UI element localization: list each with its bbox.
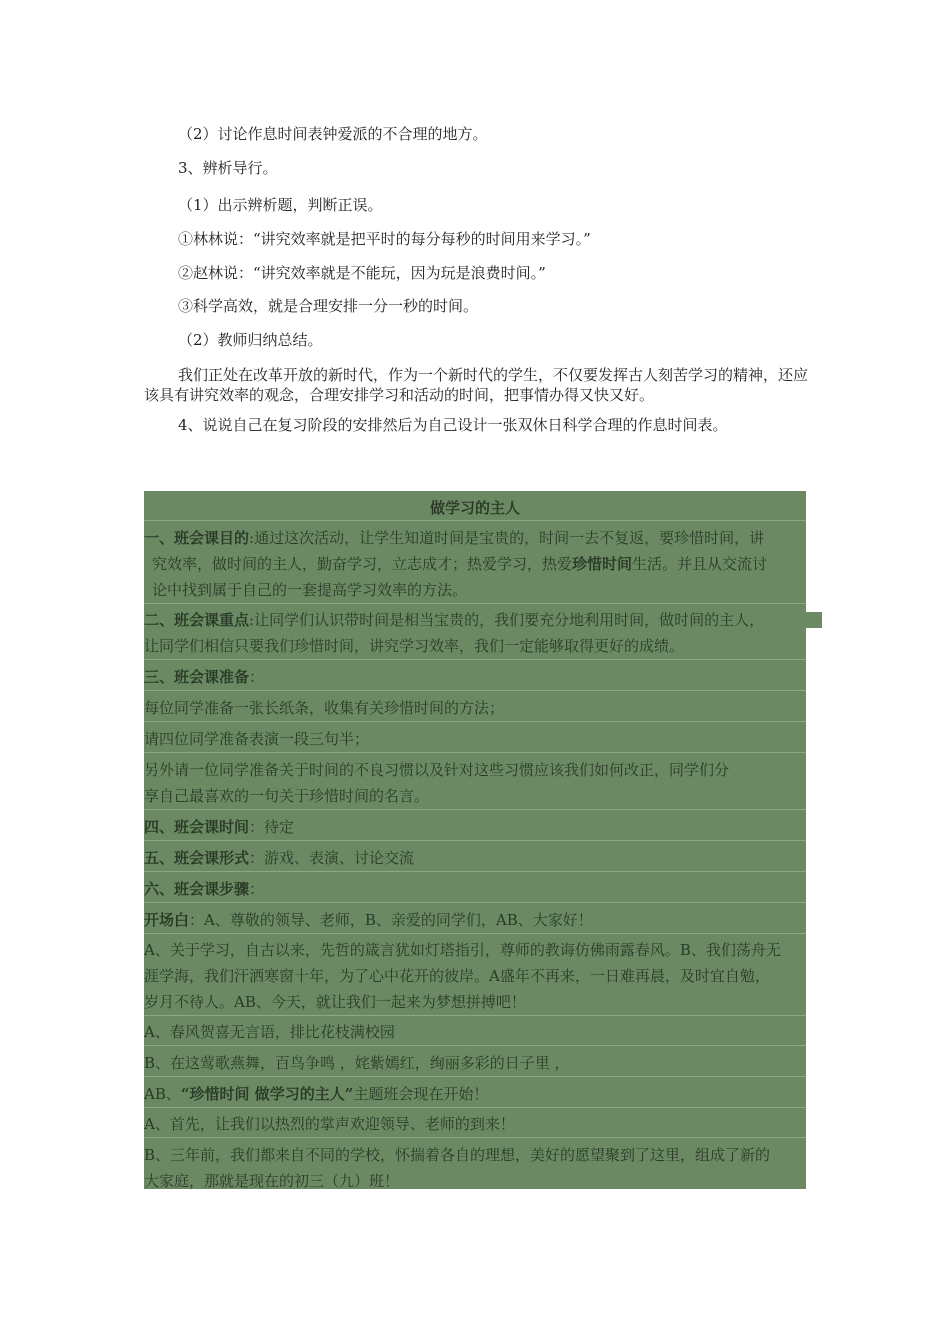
text-line: （2）讨论作息时间表钟爱派的不合理的地方。 xyxy=(178,125,488,143)
divider xyxy=(144,1107,806,1108)
section-text: 让同学们相信只要我们珍惜时间，讲究学习效率，我们一定能够取得更好的成绩。 xyxy=(144,637,685,655)
opening-line xyxy=(144,907,593,933)
text-line: （2）教师归纳总结。 xyxy=(178,331,323,349)
divider xyxy=(144,752,806,753)
divider xyxy=(144,520,806,521)
bold-phrase: 珍惜时间 xyxy=(572,555,633,573)
divider xyxy=(144,1045,806,1046)
speaker: AB、 xyxy=(144,1085,181,1103)
divider xyxy=(144,1015,806,1016)
divider xyxy=(144,840,806,841)
section-prep xyxy=(144,664,264,690)
section-heading: 四、班会课时间 xyxy=(144,818,250,836)
prep-item: 每位同学准备一张长纸条，收集有关珍惜时间的方法； xyxy=(144,699,505,717)
section-text: ：待定 xyxy=(249,818,295,836)
section-text: 论中找到属于自己的一套提高学习效率的方法。 xyxy=(152,581,468,599)
section-heading: 三、班会课准备 xyxy=(144,668,250,686)
colon: ： xyxy=(249,668,265,686)
section-focus xyxy=(144,607,764,633)
panel-title: 做学习的主人 xyxy=(429,499,520,517)
section-text: ：游戏、表演、讨论交流 xyxy=(249,849,415,867)
script-line: B、在这莺歌燕舞，百鸟争鸣 ，姹紫嫣红，绚丽多彩的日子里 ， xyxy=(144,1054,570,1072)
divider xyxy=(144,603,806,604)
script-line: A、春风贺喜无言语，排比花枝满校园 xyxy=(144,1023,395,1041)
divider xyxy=(144,871,806,872)
section-purpose-line xyxy=(152,551,767,577)
opening-heading: 开场白 xyxy=(144,911,190,929)
script-line xyxy=(144,1081,488,1107)
text-line: 3、辨析导行。 xyxy=(178,159,278,177)
section-text: :通过这次活动，让学生知道时间是宝贵的，时间一去不复返，要珍惜时间，讲 xyxy=(249,529,765,547)
script-line: 涯学海，我们汗洒寒窗十年，为了心中花开的彼岸。A盛年不再来，一日难再晨，及时宜自勉， xyxy=(144,967,770,985)
section-format xyxy=(144,845,414,871)
script-text: 主题班会现在开始！ xyxy=(353,1085,489,1103)
section-steps xyxy=(144,876,264,902)
divider xyxy=(144,721,806,722)
theme-title: “珍惜时间 做学习的主人” xyxy=(180,1085,354,1103)
section-time xyxy=(144,814,294,840)
divider xyxy=(144,1076,806,1077)
summary-paragraph: 我们正处在改革开放的新时代，作为一个新时代的学生，不仅要发挥古人刻苦学习的精神，还应该具有讲究效率的观念，合理安排学习和活动的时间，把事情办得又快又好。 xyxy=(144,366,809,404)
text-line: ③科学高效，就是合理安排一分一秒的时间。 xyxy=(178,297,479,315)
section-heading: 六、班会课步骤 xyxy=(144,880,250,898)
text-line: ①林林说：“讲究效率就是把平时的每分每秒的时间用来学习。” xyxy=(178,230,591,248)
divider xyxy=(144,933,806,934)
section-text: 生活。并且从交流讨 xyxy=(632,555,768,573)
opening-text: ：A、尊敬的领导、老师，B、亲爱的同学们，AB、大家好！ xyxy=(189,911,593,929)
prep-item: 另外请一位同学准备关于时间的不良习惯以及针对这些习惯应该我们如何改正，同学们分 xyxy=(144,761,730,779)
divider xyxy=(144,690,806,691)
section-heading: 五、班会课形式 xyxy=(144,849,250,867)
script-line: 大家庭，那就是现在的初三（九）班！ xyxy=(144,1172,400,1190)
divider xyxy=(144,1137,806,1138)
section-heading: 二、班会课重点 xyxy=(144,611,250,629)
divider xyxy=(144,659,806,660)
text-line: （1）出示辨析题，判断正误。 xyxy=(178,196,383,214)
divider xyxy=(144,809,806,810)
prep-item: 享自己最喜欢的一句关于珍惜时间的名言。 xyxy=(144,787,430,805)
prep-item: 请四位同学准备表演一段三句半； xyxy=(144,730,370,748)
section-text: 究效率，做时间的主人，勤奋学习，立志成才；热爱学习，热爱 xyxy=(152,555,573,573)
script-line: 岁月不待人。AB、今天，就让我们一起来为梦想拼搏吧！ xyxy=(144,993,526,1011)
text-line: 4、说说自己在复习阶段的安排然后为自己设计一张双休日科学合理的作息时间表。 xyxy=(178,416,728,434)
script-line: A、关于学习，自古以来，先哲的箴言犹如灯塔指引，尊师的教诲仿佛雨露春风。B、我们荡舟无 xyxy=(144,941,781,959)
section-heading: 一、班会课目的 xyxy=(144,529,250,547)
section-purpose xyxy=(144,525,764,551)
script-line: B、三年前，我们都来自不同的学校，怀揣着各自的理想，美好的愿望聚到了这里，组成了新的 xyxy=(144,1146,771,1164)
colon: ： xyxy=(249,880,265,898)
text-line: ②赵林说：“讲究效率就是不能玩，因为玩是浪费时间。” xyxy=(178,264,546,282)
panel-edge-marker xyxy=(806,612,822,628)
divider xyxy=(144,902,806,903)
section-text: :让同学们认识带时间是相当宝贵的，我们要充分地利用时间，做时间的主人， xyxy=(249,611,765,629)
script-line: A、首先，让我们以热烈的掌声欢迎领导、老师的到来！ xyxy=(144,1115,515,1133)
